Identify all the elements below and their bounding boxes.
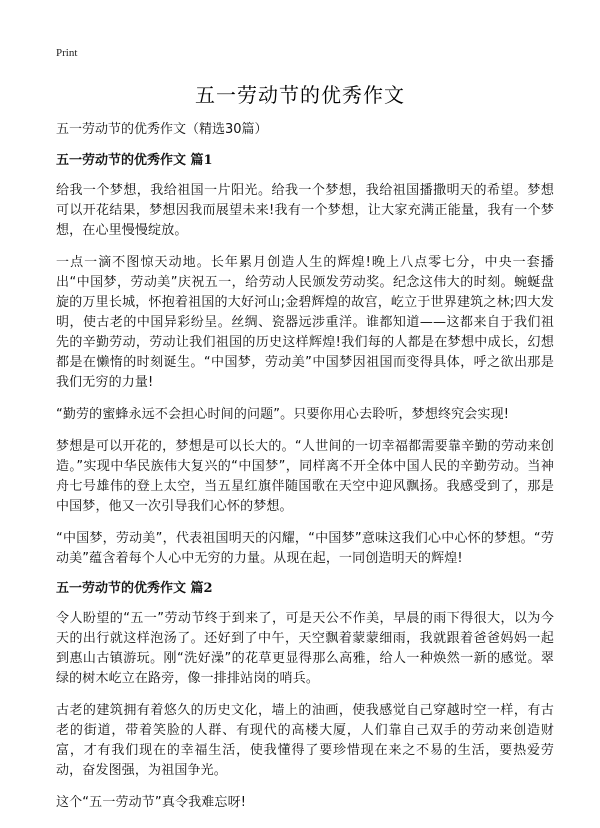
paragraph: 令人盼望的“五一”劳动节终于到来了，可是天公不作美，早晨的雨下得很大，以为今天的出行就这样泡汤了。还好到了中午，天空飘着蒙蒙细雨，我就跟着爸爸妈妈一起到惠山古镇游玩。刚“洗好澡”的花草更显得那么高雅，给人一种焕然一新的感觉。翠绿的树木屹立在路旁，像一排排站岗的哨兵。: [56, 611, 554, 686]
paragraph: 古老的建筑拥有着悠久的历史文化，墙上的油画，使我感觉自己穿越时空一样，有古老的街道，带着笑脸的人群、有现代的高楼大厦，人们靠自己双手的劳动来创造财富，才有我们现在的幸福生活，使我懂得了要珍惜现在来之不易的生活，要热爱劳动，奋发图强，为祖国争光。: [56, 703, 554, 778]
paragraph: 这个“五一劳动节”真令我难忘呀!: [56, 795, 247, 810]
paragraph: 给我一个梦想，我给祖国一片阳光。给我一个梦想，我给祖国播撒明天的希望。梦想可以开花结果，梦想因我而展望未来!我有一个梦想，让大家充满正能量，我有一个梦想，在心里慢慢绽放。: [56, 183, 554, 238]
document-subtitle: 五一劳动节的优秀作文（精选30篇）: [56, 122, 268, 137]
page-title: 五一劳动节的优秀作文: [195, 83, 405, 107]
section-heading-2: 五一劳动节的优秀作文 篇2: [56, 581, 213, 596]
paragraph: 梦想是可以开花的，梦想是可以长大的。“人世间的一切幸福都需要靠辛勤的劳动来创造。”实现中华民族伟大复兴的“中国梦”，同样离不开全体中国人民的辛勤劳动。当神舟七号雄伟的登上太空，当五星红旗伴随国歌在天空中迎风飘扬。我感受到了，那是中国梦，他又一次引导我们心怀的梦想。: [56, 439, 554, 514]
paragraph: 一点一滴不图惊天动地。长年累月创造人生的辉煌!晚上八点零七分，中央一套播出“中国梦，劳动美”庆祝五一，给劳动人民颁发劳动奖。纪念这伟大的时刻。蜿蜒盘旋的万里长城，怀抱着祖国的大好河山;金碧辉煌的故宫，屹立于世界建筑之林;四大发明，使古老的中国异彩纷呈。丝绸、瓷器远涉重洋。谁都知道——这都来自于我们祖先的辛勤劳动，劳动让我们祖国的历史这样辉煌!我们每的人都是在梦想中成长，幻想都是在懒惰的时刻诞生。“中国梦，劳动美”中国梦因祖国而变得具体，呼之欲出那是我们无穷的力量!: [56, 255, 554, 390]
document-body: [56, 121, 554, 825]
paragraph: “勤劳的蜜蜂永远不会担心时间的问题”。只要你用心去聆听，梦想终究会实现!: [56, 407, 510, 422]
section-heading-1: 五一劳动节的优秀作文 篇1: [56, 153, 213, 168]
print-link[interactable]: Print: [56, 47, 78, 59]
paragraph: “中国梦，劳动美”，代表祖国明天的闪耀，“中国梦”意味这我们心中心怀的梦想。“劳动美”蕴含着每个人心中无穷的力量。从现在起，一同创造明天的辉煌!: [56, 531, 554, 566]
